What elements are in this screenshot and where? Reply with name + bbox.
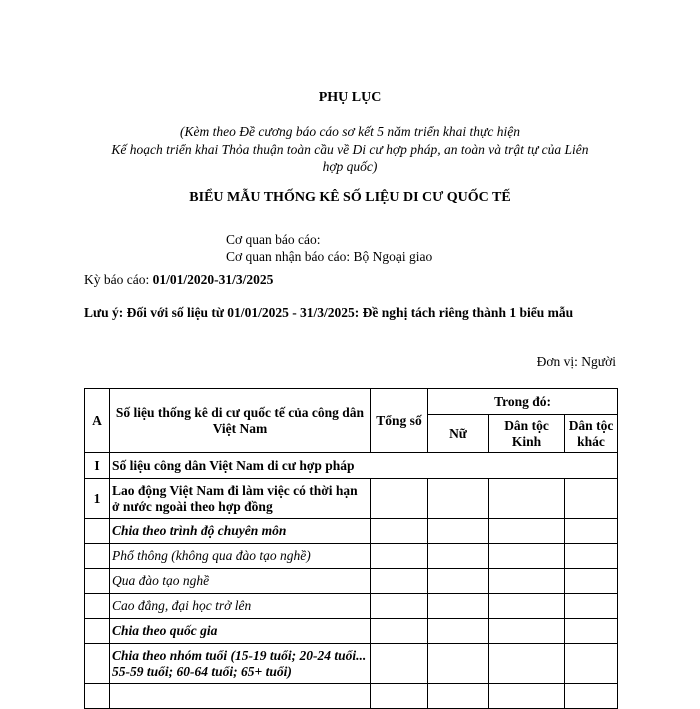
form-title: BIỂU MẪU THỐNG KÊ SỐ LIỆU DI CƯ QUỐC TẾ	[189, 190, 511, 205]
header-row	[85, 389, 618, 415]
header-a: A	[85, 389, 110, 453]
row-number	[85, 644, 110, 684]
row-label	[110, 684, 371, 709]
row-number	[85, 684, 110, 709]
cell-female	[428, 684, 489, 709]
table-row	[85, 519, 618, 544]
row-label: Phổ thông (không qua đào tạo nghề)	[110, 544, 371, 569]
cell-other	[565, 644, 618, 684]
table-row	[85, 544, 618, 569]
subtitle-line: hợp quốc)	[322, 159, 378, 174]
cell-kinh	[489, 519, 565, 544]
reporting-agency: Cơ quan báo cáo:	[226, 232, 321, 247]
cell-other	[565, 594, 618, 619]
cell-kinh	[489, 569, 565, 594]
table-row	[85, 644, 618, 684]
doc-title: PHỤ LỤC	[318, 90, 382, 105]
cell-kinh	[489, 479, 565, 519]
cell-female	[428, 619, 489, 644]
cell-female	[428, 544, 489, 569]
cell-other	[565, 569, 618, 594]
row-number: I	[85, 453, 110, 479]
row-number	[85, 594, 110, 619]
table-row	[85, 619, 618, 644]
cell-female	[428, 569, 489, 594]
header-kinh: Dân tộc Kinh	[489, 415, 565, 453]
cell-female	[428, 519, 489, 544]
unit-label: Đơn vị: Người	[536, 354, 616, 369]
cell-other	[565, 619, 618, 644]
table-row	[85, 684, 618, 709]
row-label: Chia theo nhóm tuổi (15-19 tuổi; 20-24 tuổi... 55-59 tuổi; 60-64 tuổi; 65+ tuổi)	[110, 644, 371, 684]
cell-total	[371, 684, 428, 709]
cell-other	[565, 519, 618, 544]
table-row	[85, 479, 618, 519]
table-row	[85, 569, 618, 594]
doc-subtitle	[80, 123, 620, 176]
header-total: Tổng số	[371, 389, 428, 453]
header-in-which: Trong đó:	[428, 389, 618, 415]
row-label: Số liệu công dân Việt Nam di cư hợp pháp	[110, 453, 618, 479]
cell-total	[371, 569, 428, 594]
row-number	[85, 519, 110, 544]
period-value: 01/01/2020-31/3/2025	[152, 272, 274, 287]
cell-female	[428, 644, 489, 684]
row-label: Lao động Việt Nam đi làm việc có thời hạn ở nước ngoài theo hợp đồng	[110, 479, 371, 519]
header-female: Nữ	[428, 415, 489, 453]
subtitle-line: (Kèm theo Đề cương báo cáo sơ kết 5 năm triển khai thực hiện	[180, 124, 520, 139]
header-description: Số liệu thống kê di cư quốc tế của công dân Việt Nam	[110, 389, 371, 453]
cell-female	[428, 594, 489, 619]
cell-total	[371, 479, 428, 519]
reporting-period	[84, 272, 273, 288]
cell-kinh	[489, 684, 565, 709]
table-row	[85, 453, 618, 479]
period-label: Kỳ báo cáo:	[84, 272, 153, 287]
cell-total	[371, 644, 428, 684]
cell-other	[565, 544, 618, 569]
cell-total	[371, 544, 428, 569]
note: Lưu ý: Đối với số liệu từ 01/01/2025 - 31/3/2025: Đề nghị tách riêng thành 1 biểu mẫu	[84, 305, 574, 320]
cell-kinh	[489, 594, 565, 619]
cell-other	[565, 479, 618, 519]
header-other: Dân tộc khác	[565, 415, 618, 453]
cell-kinh	[489, 544, 565, 569]
cell-kinh	[489, 644, 565, 684]
cell-total	[371, 594, 428, 619]
cell-total	[371, 619, 428, 644]
row-number	[85, 569, 110, 594]
row-label: Chia theo trình độ chuyên môn	[110, 519, 371, 544]
table-row	[85, 594, 618, 619]
row-label: Chia theo quốc gia	[110, 619, 371, 644]
cell-kinh	[489, 619, 565, 644]
row-number	[85, 619, 110, 644]
row-number	[85, 544, 110, 569]
cell-other	[565, 684, 618, 709]
receiving-agency: Cơ quan nhận báo cáo: Bộ Ngoại giao	[226, 249, 433, 264]
statistics-table	[84, 388, 618, 709]
row-label: Qua đào tạo nghề	[110, 569, 371, 594]
row-label: Cao đẳng, đại học trở lên	[110, 594, 371, 619]
cell-female	[428, 479, 489, 519]
subtitle-line: Kế hoạch triển khai Thỏa thuận toàn cầu về Di cư hợp pháp, an toàn và trật tự của Liên	[111, 141, 589, 157]
cell-total	[371, 519, 428, 544]
row-number: 1	[85, 479, 110, 519]
